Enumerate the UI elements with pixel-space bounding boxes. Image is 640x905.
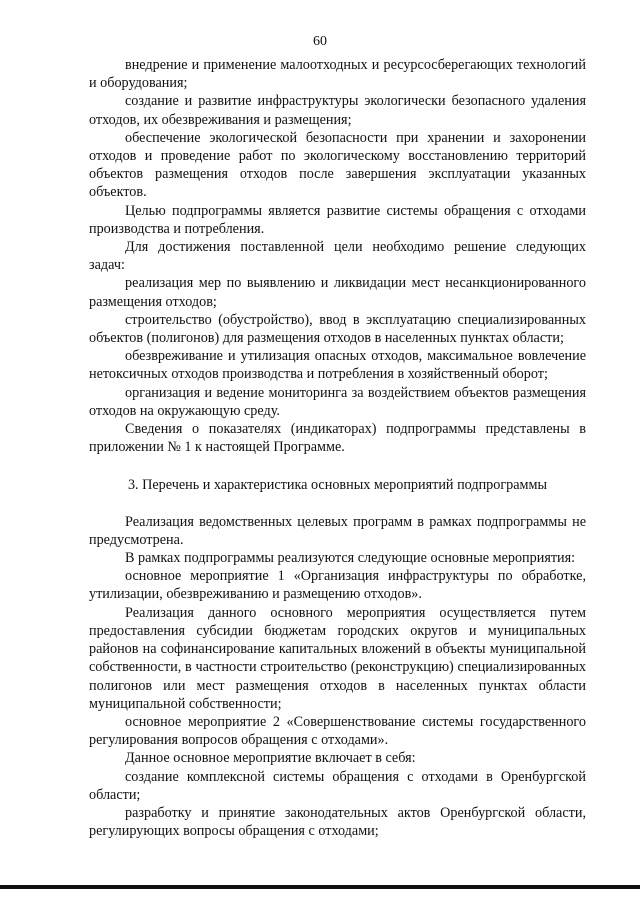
paragraph: создание комплексной системы обращения с отходами в Оренбургской области; <box>89 768 586 803</box>
paragraph: создание и развитие инфраструктуры экологически безопасного удаления отходов, их обезвреживания и размещения; <box>89 93 586 128</box>
paragraph: строительство (обустройство), ввод в эксплуатацию специализированных объектов (полигонов) для размещения отходов в населенных пунктах области; <box>89 311 586 347</box>
scan-bottom-edge <box>0 885 640 889</box>
paragraph: Реализация ведомственных целевых программ в рамках подпрограммы не предусмотрена. <box>89 513 586 548</box>
paragraph: внедрение и применение малоотходных и ресурсосберегающих технологий и оборудования; <box>89 57 586 92</box>
paragraph: обеспечение экологической безопасности при хранении и захоронении отходов и проведение работ по экологическому восстановлению территорий объектов размещения отходов после завершения эксплуатации указанных объектов. <box>89 129 586 201</box>
paragraph: Данное основное мероприятие включает в себя: <box>125 750 416 767</box>
paragraph: основное мероприятие 2 «Совершенствование системы государственного регулирования вопросов обращения с отходами». <box>89 713 586 749</box>
paragraph: основное мероприятие 1 «Организация инфраструктуры по обработке, утилизации, обезвреживанию и размещению отходов». <box>89 568 586 603</box>
paragraph: Для достижения поставленной цели необходимо решение следующих задач: <box>89 239 586 274</box>
paragraph: Целью подпрограммы является развитие системы обращения с отходами производства и потребления. <box>89 202 586 237</box>
section-heading: 3. Перечень и характеристика основных мероприятий подпрограммы <box>127 477 548 494</box>
paragraph: обезвреживание и утилизация опасных отходов, максимальное вовлечение нетоксичных отходов производства и потребления в хозяйственный оборот; <box>89 348 586 383</box>
page-number: 60 <box>313 34 327 49</box>
paragraph: Реализация данного основного мероприятия осуществляется путем предоставления субсидии бюджетам городских округов и муниципальных районов на софинансирование капитальных вложений в объекты муниципальной собственности, в частности строительство (реконструкцию) специализированных полигонов или мест размещения отходов в населенных пунктах области муниципальной собственности; <box>89 604 586 712</box>
paragraph: Сведения о показателях (индикаторах) подпрограммы представлены в приложении № 1 к настоящей Программе. <box>89 421 586 456</box>
paragraph: В рамках подпрограммы реализуются следующие основные мероприятия: <box>125 550 576 567</box>
paragraph: реализация мер по выявлению и ликвидации мест несанкционированного размещения отходов; <box>89 275 586 310</box>
paragraph: организация и ведение мониторинга за воздействием объектов размещения отходов на окружающую среду. <box>89 384 586 419</box>
paragraph: разработку и принятие законодательных актов Оренбургской области, регулирующих вопросы обращения с отходами; <box>89 804 586 840</box>
document-body <box>89 56 586 840</box>
